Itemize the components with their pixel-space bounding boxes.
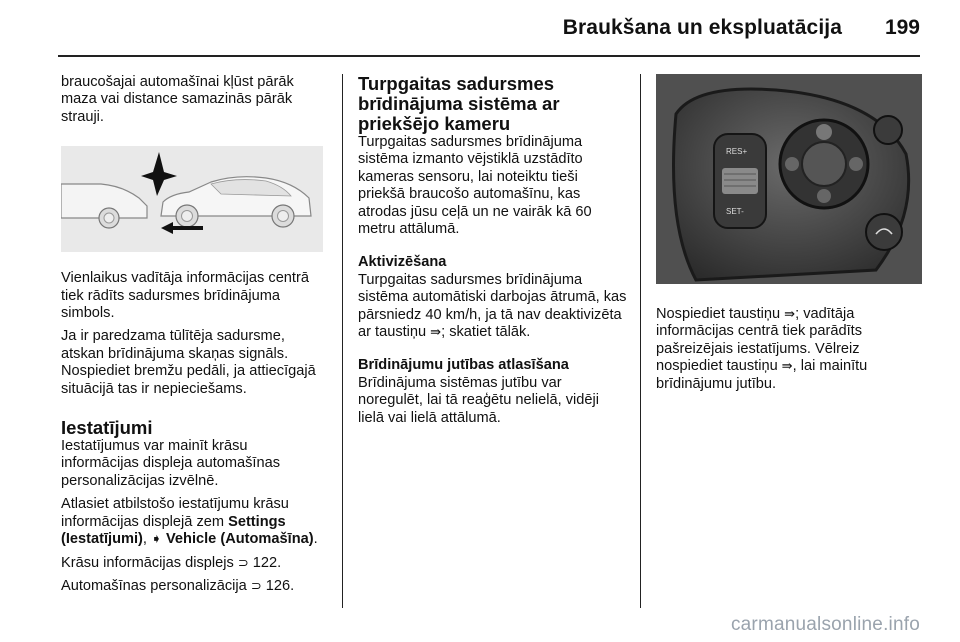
- sensitivity-text: Brīdinājuma sistēmas jutību var noregulēt, lai tā reaģētu nelielā, vidēji lielā vai lielā attālumā.: [358, 374, 599, 426]
- reference-arrow-icon: ⊃: [237, 555, 249, 571]
- intro-paragraph: braucošajai automašīnai kļūst pārāk maza vai distance samazinās pārāk strauji.: [61, 74, 294, 125]
- sensitivity-heading: Brīdinājumu jutības atlasīšana: [358, 357, 569, 374]
- column-2: [358, 74, 628, 433]
- car-collision-warning-icon: [61, 146, 323, 252]
- column-1: [61, 74, 327, 601]
- column-divider-1: [342, 74, 343, 608]
- steering-wheel-controls-photo: [656, 74, 922, 284]
- instruction-paragraph: [656, 306, 922, 393]
- p-warning-symbol: Vienlaikus vadītāja informācijas centrā tiek rādīts sadursmes brīdinājuma simbols.: [61, 270, 309, 322]
- res-label: RES+: [726, 147, 748, 156]
- activation-text: [358, 272, 628, 342]
- ref1-text: Krāsu informācijas displejs: [61, 554, 238, 571]
- settings-term: Settings (Iestatījumi): [61, 513, 286, 548]
- steering-wheel-buttons-icon: [656, 74, 922, 284]
- p-imminent-collision: Ja ir paredzama tūlītēja sadursme, atskan brīdinājuma skaņas signāls. Nospiediet bremžu pedāli, ja attiecīgajā situācijā tas ir nepieciešams.: [61, 328, 316, 397]
- fcw-intro: Turpgaitas sadursmes brīdinājuma sistēma izmanto vējstiklā uzstādīto kameras sensoru, lai noteiktu tieši priekšā braucošo automašīnu, kas atrodas jūsu ceļā un ne vairāk kā 60 metru attālumā.: [358, 134, 592, 238]
- fcw-button-icon: ⇛: [430, 325, 442, 341]
- set-label: SET-: [726, 207, 744, 216]
- collision-illustration: [61, 146, 323, 252]
- fcw-heading: Turpgaitas sadursmes brīdinājuma sistēma ar priekšējo kameru: [358, 73, 560, 134]
- activation-pre: Turpgaitas sadursmes brīdinājuma sistēma automātiski darbojas ātrumā, kas pārsniedz 40 km/h, ja tā nav deaktivizēta ar taustiņu: [358, 271, 627, 341]
- fcw-button-icon: ⇛: [781, 359, 793, 375]
- activation-heading: Aktivizēšana: [358, 254, 447, 271]
- menu-arrow-icon: ➧: [151, 532, 162, 548]
- settings-separator: ,: [142, 531, 152, 548]
- instruction-post: , lai mainītu brīdinājumu jutību.: [656, 358, 868, 392]
- ref-color-display: [61, 555, 327, 572]
- ref2-page: 126.: [261, 577, 295, 594]
- chapter-title: Braukšana un ekspluatācija: [562, 16, 842, 39]
- ref2-text: Automašīnas personalizācija: [61, 577, 251, 594]
- ref-personalization: [61, 578, 327, 595]
- settings-end: .: [313, 531, 318, 548]
- ref1-page: 122.: [248, 554, 282, 571]
- instruction-pre: Nospiediet taustiņu: [656, 306, 785, 322]
- page-number: 199: [884, 16, 920, 39]
- settings-heading: Iestatījumi: [61, 417, 153, 439]
- p-settings-1: Iestatījumus var mainīt krāsu informācijas displeja automašīnas personalizācijas izvēlnē.: [61, 438, 281, 489]
- watermark: carmanualsonline.info: [730, 614, 920, 635]
- instruction-mid: ; vadītāja informācijas centrā tiek parādīts pašreizējais iestatījums. Vēlreiz nospiediet taustiņu: [656, 306, 863, 375]
- activation-post: ; skatiet tālāk.: [441, 324, 531, 341]
- fcw-button-icon: ⇛: [784, 307, 796, 322]
- reference-arrow-icon: ⊃: [250, 578, 262, 594]
- vehicle-term: Vehicle (Automašīna): [165, 531, 314, 548]
- page-header: [0, 0, 960, 56]
- header-divider: [58, 55, 920, 57]
- p-settings-2: [61, 496, 327, 548]
- column-3: [656, 74, 922, 399]
- settings-text: Atlasiet atbilstošo iestatījumu krāsu informācijas displejā zem: [61, 496, 289, 530]
- column-divider-2: [640, 74, 641, 608]
